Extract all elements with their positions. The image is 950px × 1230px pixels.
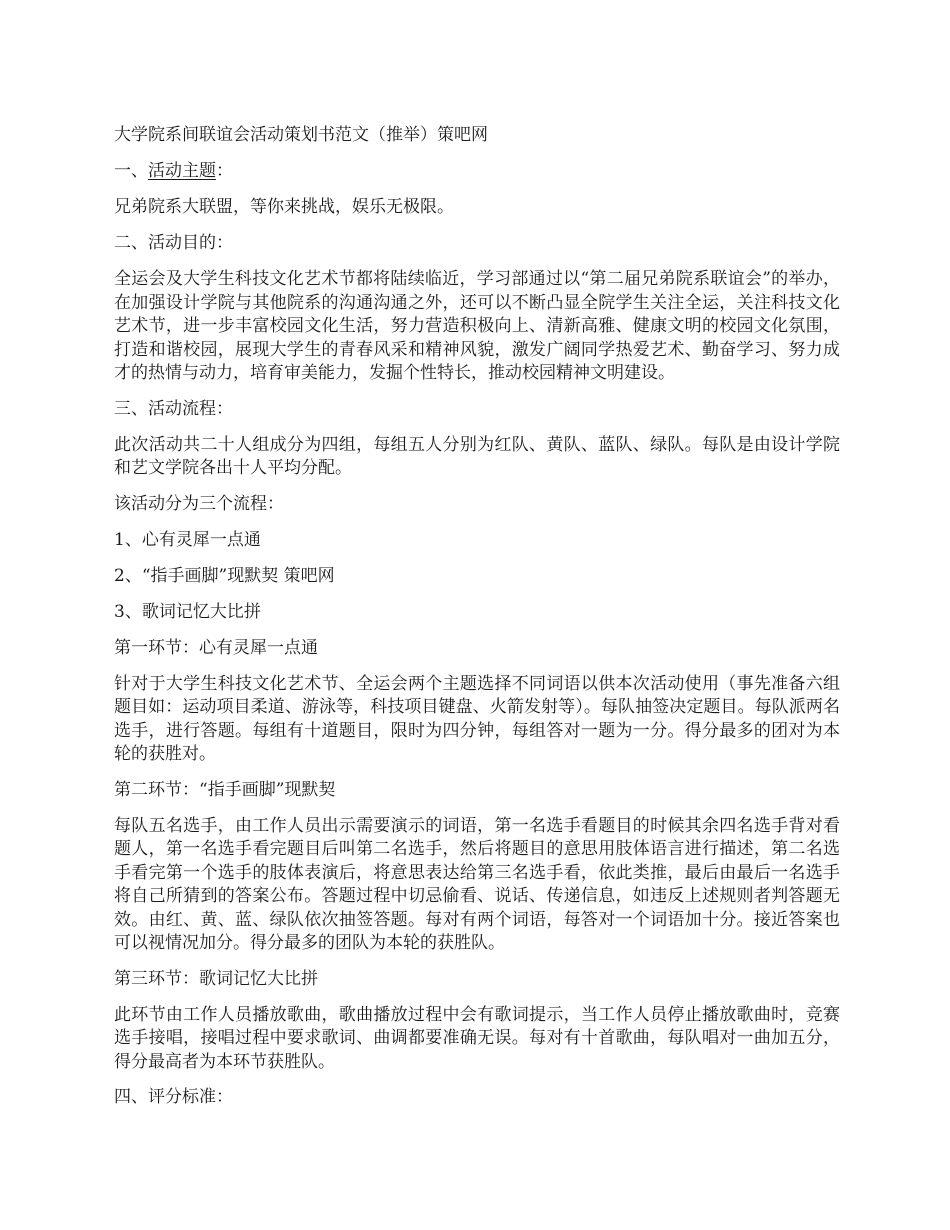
document-page: [114, 124, 840, 1122]
document-title: 大学院系间联谊会活动策划书范文（推举）策吧网: [114, 125, 488, 145]
section-1-heading-text: 活动主题: [148, 161, 216, 181]
section-2-heading: 二、活动目的：: [114, 233, 233, 253]
flow-item-2: 2、“指手画脚”现默契 策吧网: [114, 565, 335, 586]
flow-item-1: 1、心有灵犀一点通: [114, 529, 261, 550]
section-1-prefix: 一、: [114, 161, 148, 181]
section-1-heading: [114, 160, 840, 184]
section-3-heading: 三、活动流程：: [114, 398, 233, 419]
round-2-heading: 第二环节：“指手画脚”现默契: [114, 779, 336, 800]
round-1-text: 针对于大学生科技文化艺术节、全运会两个主题选择不同词语以供本次活动使用（事先准备六组题目如：运动项目柔道、游泳等，科技项目键盘、火箭发射等）。每队抽签决定题目。每队派两名选手，进行答题。每组有十道题目，限时为四分钟，每组答对一题为一分。得分最多的团对为本轮的获胜对。: [114, 673, 840, 764]
section-4-heading: 四、评分标准：: [114, 1087, 233, 1107]
section-3-intro: 此次活动共二十人组成分为四组，每组五人分别为红队、黄队、蓝队、绿队。每队是由设计学院和艺文学院各出十人平均分配。: [114, 434, 840, 478]
round-2-text: 每队五名选手，由工作人员出示需要演示的词语，第一名选手看题目的时候其余四名选手背对看题人，第一名选手看完题目后叫第二名选手，然后将题目的意思用肢体语言进行描述，第二名选手看完第一个选手的肢体表演后，将意思表达给第三名选手看，依此类推，最后由最后一名选手将自己所猜到的答案公布。答题过程中切忌偷看、说话、传递信息，如违反上述规则者判答题无效。由红、黄、蓝、绿队依次抽签答题。每对有两个词语，每答对一个词语加十分。接近答案也可以视情况加分。得分最多的团队为本轮的获胜队。: [114, 815, 840, 953]
section-2-text: 全运会及大学生科技文化艺术节都将陆续临近，学习部通过以“第二届兄弟院系联谊会”的举办，在加强设计学院与其他院系的沟通沟通之外，还可以不断凸显全院学生关注全运，关注科技文化艺术节，进一步丰富校园文化生活，努力营造积极向上、清新高雅、健康文明的校园文化氛围，打造和谐校园，展现大学生的青春风采和精神风貌，激发广阔同学热爱艺术、勤奋学习、努力成才的热情与动力，培育审美能力，发掘个性特长，推动校园精神文明建设。: [114, 269, 840, 383]
section-1-text: 兄弟院系大联盟，等你来挑战，娱乐无极限。: [114, 197, 454, 217]
flow-intro: 该活动分为三个流程：: [114, 493, 284, 514]
round-3-text: 此环节由工作人员播放歌曲，歌曲播放过程中会有歌词提示，当工作人员停止播放歌曲时，竞赛选手接唱，接唱过程中要求歌词、曲调都要准确无误。每对有十首歌曲，每队唱对一曲加五分，得分最高者为本环节获胜队。: [114, 1004, 840, 1072]
round-1-heading: 第一环节：心有灵犀一点通: [114, 637, 318, 658]
flow-item-3: 3、歌词记忆大比拼: [114, 601, 261, 622]
round-3-heading: 第三环节：歌词记忆大比拼: [114, 968, 318, 989]
section-1-suffix: ：: [216, 161, 233, 181]
